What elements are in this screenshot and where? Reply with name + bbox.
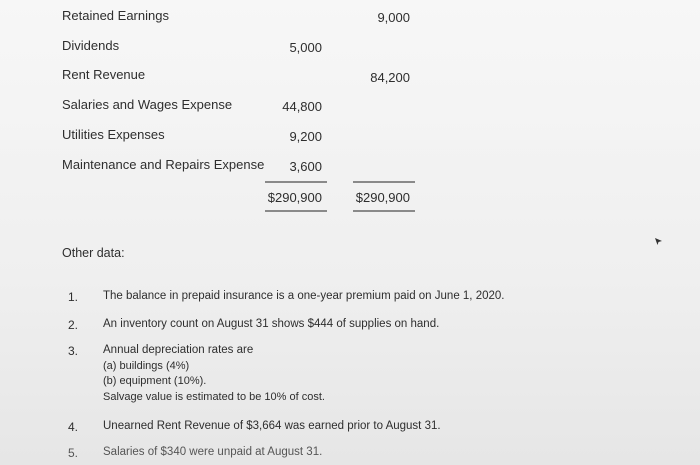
account-name-retained-earnings: Retained Earnings bbox=[62, 8, 169, 23]
debit-dividends: 5,000 bbox=[289, 40, 322, 55]
debit-utilities: 9,200 bbox=[289, 129, 322, 144]
account-name-maintenance: Maintenance and Repairs Expense bbox=[62, 157, 265, 172]
arrow-cursor-icon bbox=[654, 237, 663, 246]
item-2-number: 2. bbox=[67, 318, 78, 332]
account-name-utilities: Utilities Expenses bbox=[62, 127, 165, 142]
item-3-sub-c: Salvage value is estimated to be 10% of cost. bbox=[103, 391, 325, 403]
item-5-text: Salaries of $340 were unpaid at August 31. bbox=[103, 446, 323, 458]
item-5-number: 5. bbox=[67, 446, 78, 460]
item-3-sub-b: (b) equipment (10%). bbox=[103, 375, 207, 387]
item-1-number: 1. bbox=[67, 290, 78, 304]
debit-salaries-wages: 44,800 bbox=[282, 99, 322, 114]
account-name-dividends: Dividends bbox=[62, 38, 120, 53]
other-data-label: Other data: bbox=[62, 246, 125, 260]
debit-subtotal-line bbox=[265, 181, 327, 183]
total-credit: $290,900 bbox=[355, 190, 410, 205]
debit-total-double-line bbox=[265, 210, 327, 212]
credit-total-double-line bbox=[353, 210, 415, 212]
credit-rent-revenue: 84,200 bbox=[370, 70, 410, 85]
debit-maintenance: 3,600 bbox=[289, 159, 322, 174]
item-1-text: The balance in prepaid insurance is a one-year premium paid on June 1, 2020. bbox=[103, 290, 505, 302]
item-4-number: 4. bbox=[67, 420, 78, 434]
account-name-rent-revenue: Rent Revenue bbox=[62, 67, 146, 82]
credit-retained-earnings: 9,000 bbox=[377, 10, 410, 25]
item-3-text: Annual depreciation rates are bbox=[103, 344, 254, 356]
item-2-text: An inventory count on August 31 shows $444 of supplies on hand. bbox=[103, 318, 440, 330]
account-name-salaries-wages: Salaries and Wages Expense bbox=[62, 97, 233, 112]
item-3-sub-a: (a) buildings (4%) bbox=[103, 360, 190, 372]
item-3-number: 3. bbox=[67, 344, 78, 358]
credit-subtotal-line bbox=[353, 181, 415, 183]
item-4-text: Unearned Rent Revenue of $3,664 was earned prior to August 31. bbox=[103, 420, 441, 432]
total-debit: $290,900 bbox=[267, 190, 322, 205]
